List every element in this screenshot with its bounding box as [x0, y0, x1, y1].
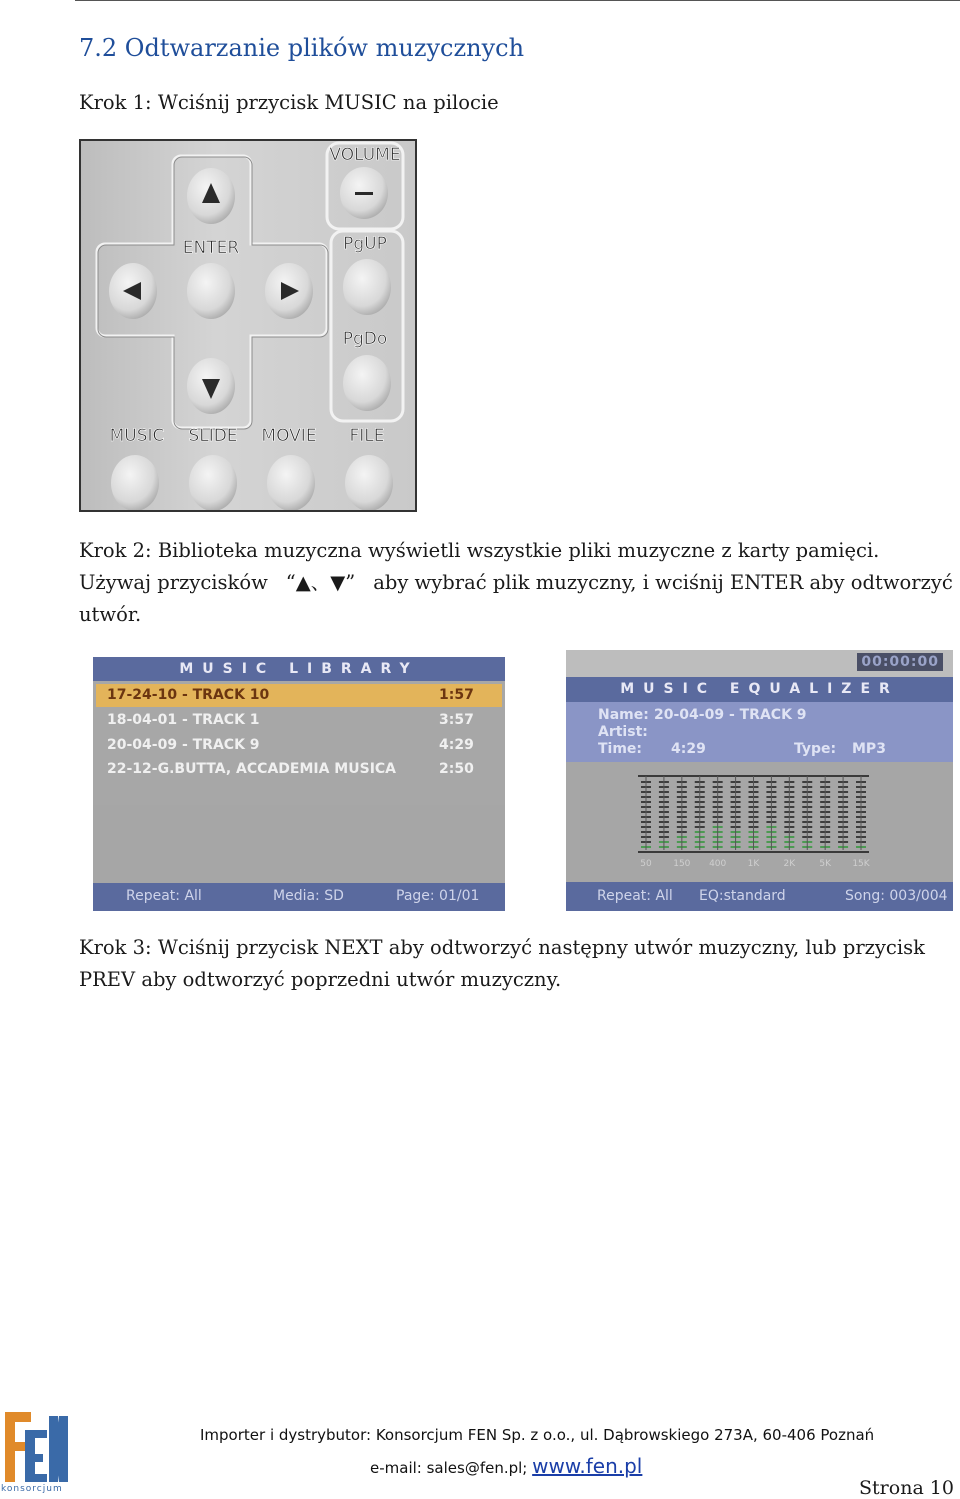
library-status-bar [93, 883, 505, 911]
pgup-button[interactable] [343, 259, 391, 315]
eq-column [695, 776, 705, 850]
remote-control-image [79, 139, 417, 512]
remote-control-svg [81, 141, 415, 510]
music-label: MUSIC [109, 426, 165, 446]
library-repeat: Repeat: All [126, 888, 202, 904]
eq-column [838, 776, 848, 850]
eq-column [659, 776, 669, 850]
track-3-name[interactable]: 20-04-09 - TRACK 9 [107, 737, 260, 753]
eq-song: Song: 003/004 [845, 888, 948, 904]
footer-contact [370, 1454, 642, 1478]
pgdo-label: PgDo [342, 329, 388, 349]
track-4-name[interactable]: 22-12-G.BUTTA, ACCADEMIA MUSICA [107, 761, 397, 777]
equalizer-title-bar [566, 677, 953, 702]
section-heading: 7.2 Odtwarzanie plików muzycznych [79, 34, 525, 62]
eq-mode: EQ:standard [699, 888, 786, 904]
artist-label: Artist: [598, 724, 648, 740]
eq-band-label: 150 [673, 859, 691, 869]
logo-subtext: konsorcjum [1, 1484, 63, 1494]
track-1-time: 1:57 [439, 687, 474, 703]
step3-line2: PREV aby odtworzyć poprzedni utwór muzyczny. [79, 968, 562, 991]
top-rule [75, 0, 960, 1]
eq-column [713, 776, 723, 850]
track-1-name[interactable]: 17-24-10 - TRACK 10 [107, 687, 270, 703]
eq-band-label: 50 [640, 859, 652, 869]
type-value: MP3 [852, 741, 886, 757]
library-title: MUSIC LIBRARY [179, 661, 419, 677]
pgup-label: PgUP [343, 234, 387, 254]
music-library-screen [93, 657, 505, 911]
pgdo-button[interactable] [343, 355, 391, 411]
file-button[interactable] [345, 455, 393, 510]
eq-column [802, 776, 812, 850]
music-button[interactable] [111, 455, 159, 510]
slide-button[interactable] [189, 455, 237, 510]
step2-line1: Krok 2: Biblioteka muzyczna wyświetli wszystkie pliki muzyczne z karty pamięci. [79, 539, 880, 562]
slide-label: SLIDE [188, 426, 238, 446]
track-3-time: 4:29 [439, 737, 474, 753]
step2-line2-before: Używaj przycisków [79, 571, 268, 594]
eq-repeat: Repeat: All [597, 888, 673, 904]
eq-band-label: 15K [852, 859, 870, 869]
name-label: Name: [598, 707, 649, 723]
step3-line1: Krok 3: Wciśnij przycisk NEXT aby odtworzyć następny utwór muzyczny, lub przycisk [79, 936, 925, 959]
step2-line2-after: aby wybrać plik muzyczny, i wciśnij ENTER aby odtworzyć [373, 571, 953, 594]
footer-importer: Importer i dystrybutor: Konsorcjum FEN Sp. z o.o., ul. Dąbrowskiego 273A, 60-406 Poznań [200, 1426, 875, 1444]
minus-icon [355, 192, 373, 195]
eq-band-label: 2K [783, 859, 796, 869]
eq-band-label: 5K [819, 859, 831, 869]
track-2-name[interactable]: 18-04-01 - TRACK 1 [107, 712, 260, 728]
step2-line2 [79, 567, 953, 599]
movie-label: MOVIE [261, 426, 317, 446]
eq-column [766, 776, 776, 850]
equalizer-clock: 00:00:00 [857, 653, 943, 671]
eq-column [820, 776, 830, 850]
equalizer-status-bar [566, 882, 953, 911]
time-label: Time: [598, 741, 643, 757]
library-media: Media: SD [273, 888, 344, 904]
movie-button[interactable] [267, 455, 315, 510]
equalizer-title: MUSIC EQUALIZER [620, 681, 899, 697]
equalizer-bars [566, 762, 953, 882]
eq-column [856, 776, 866, 850]
time-value: 4:29 [671, 741, 706, 757]
eq-column [784, 776, 794, 850]
enter-button[interactable] [187, 263, 235, 319]
library-page: Page: 01/01 [396, 888, 480, 904]
eq-column [677, 776, 687, 850]
eq-column [641, 776, 651, 850]
up-down-symbols: “▲、▼” [285, 571, 356, 594]
music-equalizer-screen [566, 650, 953, 911]
eq-column [731, 776, 741, 850]
page-number: Strona 10 [859, 1477, 954, 1499]
track-info-panel [566, 702, 953, 762]
name-value: 20-04-09 - TRACK 9 [654, 707, 807, 723]
enter-label: ENTER [182, 238, 240, 258]
track-4-time: 2:50 [439, 761, 474, 777]
fen-logo [1, 1410, 71, 1494]
file-label: FILE [349, 426, 385, 446]
library-title-bar [93, 657, 505, 681]
step2-line3: utwór. [79, 603, 142, 626]
eq-band-label: 400 [709, 859, 727, 869]
step1-text: Krok 1: Wciśnij przycisk MUSIC na pilocie [79, 91, 499, 114]
footer-email: e-mail: sales@fen.pl; [370, 1459, 528, 1477]
footer-website-link[interactable]: www.fen.pl [532, 1454, 643, 1478]
track-2-time: 3:57 [439, 712, 474, 728]
volume-label: VOLUME [329, 145, 401, 165]
type-label: Type: [794, 741, 837, 757]
eq-column [749, 776, 759, 850]
eq-band-label: 1K [747, 859, 760, 869]
